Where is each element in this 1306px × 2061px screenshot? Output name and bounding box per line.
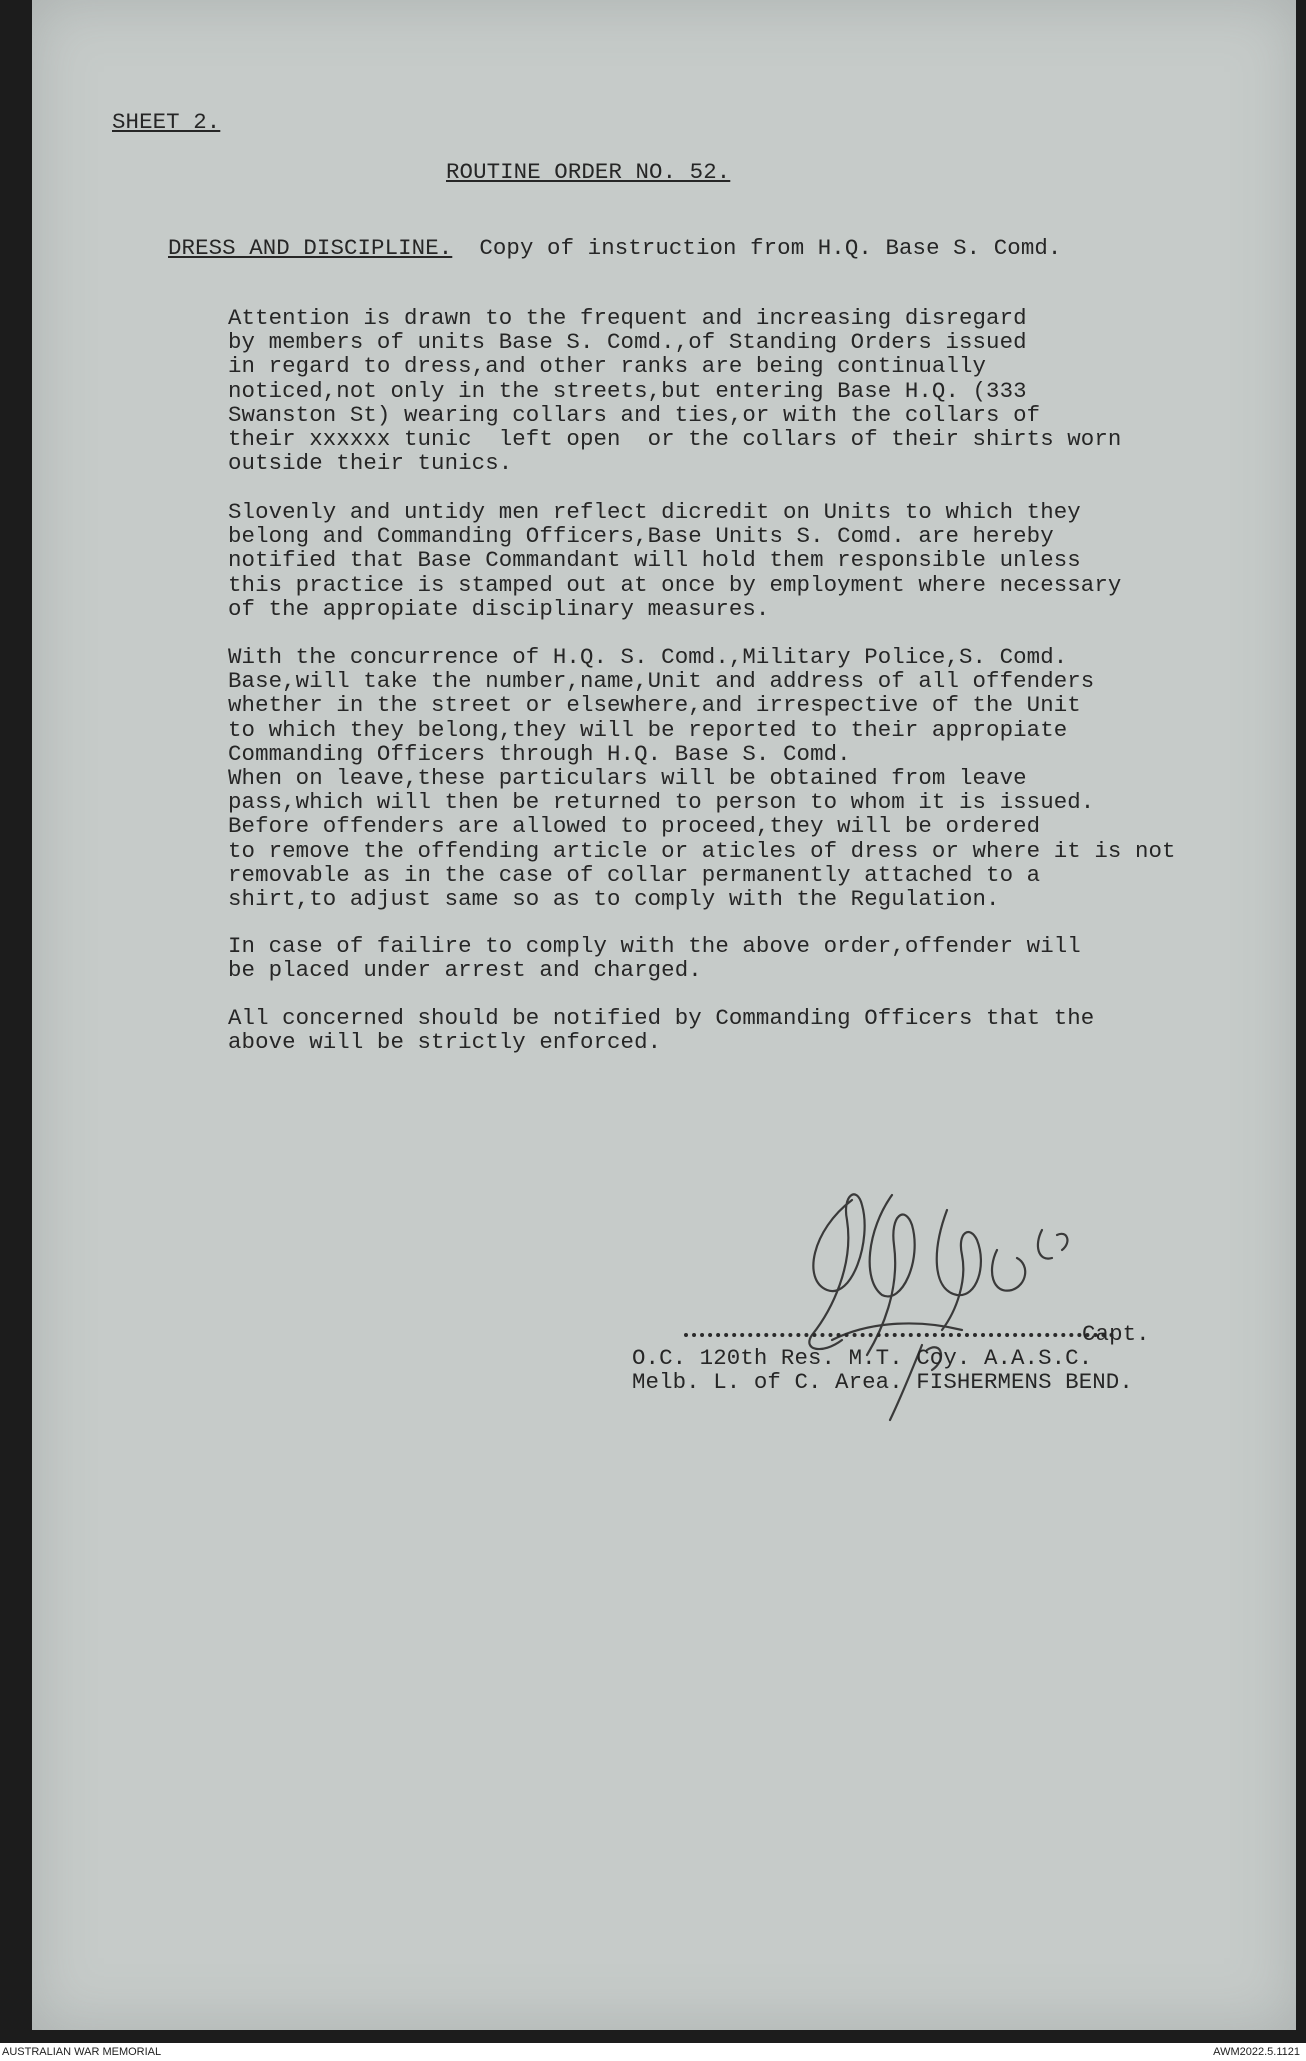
paragraph-line: belong and Commanding Officers,Base Units S. Comd. are hereby [228, 523, 1054, 550]
paragraph-line: pass,which will then be returned to person to whom it is issued. [228, 789, 1095, 816]
section-heading: DRESS AND DISCIPLINE. [168, 235, 453, 261]
paragraph-line: Attention is drawn to the frequent and increasing disregard [228, 305, 1027, 331]
paragraph-line: of the appropiate disciplinary measures. [228, 595, 770, 622]
paragraph-line: With the concurrence of H.Q. S. Comd.,Military Police,S. Comd. [228, 644, 1068, 670]
paragraph-line: All concerned should be notified by Commanding Officers that the [228, 1005, 1095, 1031]
section-heading-line [168, 236, 1061, 260]
paragraph-line: Base,will take the number,name,Unit and address of all offenders [228, 668, 1095, 695]
paragraph-line: Slovenly and untidy men reflect dicredit on Units to which they [228, 499, 1081, 525]
paragraph-line: noticed,not only in the streets,but entering Base H.Q. (333 [228, 377, 1027, 404]
document-page [32, 0, 1296, 2030]
paragraph-line: Swanston St) wearing collars and ties,or with the collars of [228, 401, 1041, 428]
paragraph-2 [228, 500, 1121, 621]
paragraph-line: this practice is stamped out at once by employment where necessary [228, 571, 1122, 598]
footer-accession-number: AWM2022.5.1121 [1213, 2046, 1300, 2058]
paragraph-line: removable as in the case of collar permanently attached to a [228, 861, 1041, 888]
paragraph-line: outside their tunics. [228, 450, 513, 477]
paragraph-line: to which they belong,they will be reported to their appropiate [228, 716, 1068, 743]
paragraph-1 [228, 306, 1121, 475]
paragraph-5 [228, 1006, 1094, 1054]
paragraph-4 [228, 934, 1081, 982]
paragraph-line: to remove the offending article or aticles of dress or where it is not [228, 837, 1176, 864]
paragraph-3 [228, 645, 1176, 911]
paragraph-line: Before offenders are allowed to proceed,they will be ordered [228, 813, 1041, 840]
signoff-unit: O.C. 120th Res. M.T. Coy. A.A.S.C. [632, 1345, 1093, 1371]
paragraph-line: be placed under arrest and charged. [228, 957, 702, 984]
signoff-location: Melb. L. of C. Area. FISHERMENS BEND. [632, 1369, 1133, 1395]
paragraph-line: above will be strictly enforced. [228, 1029, 662, 1056]
signoff-rank: Capt. [1082, 1321, 1150, 1347]
paragraph-line: in regard to dress,and other ranks are being continually [228, 353, 987, 380]
paragraph-line: shirt,to adjust same so as to comply with the Regulation. [228, 886, 1000, 913]
paragraph-line: notified that Base Commandant will hold them responsible unless [228, 547, 1081, 574]
paragraph-line: In case of failire to comply with the above order,offender will [228, 933, 1081, 959]
order-title: ROUTINE ORDER NO. 52. [446, 159, 731, 185]
paragraph-line: When on leave,these particulars will be obtained from leave [228, 765, 1027, 792]
paragraph-line: their xxxxxx tunic left open or the collars of their shirts worn [228, 426, 1122, 453]
sheet-label: SHEET 2. [112, 109, 221, 135]
section-subheading: Copy of instruction from H.Q. Base S. Comd. [479, 235, 1062, 261]
paragraph-line: whether in the street or elsewhere,and irrespective of the Unit [228, 692, 1081, 719]
paragraph-line: by members of units Base S. Comd.,of Standing Orders issued [228, 329, 1027, 356]
signature-dotted-line [684, 1333, 1114, 1339]
paragraph-line: Commanding Officers through H.Q. Base S. Comd. [228, 740, 851, 767]
footer-bar [0, 2043, 1306, 2061]
footer-institution: AUSTRALIAN WAR MEMORIAL [2, 2046, 162, 2058]
